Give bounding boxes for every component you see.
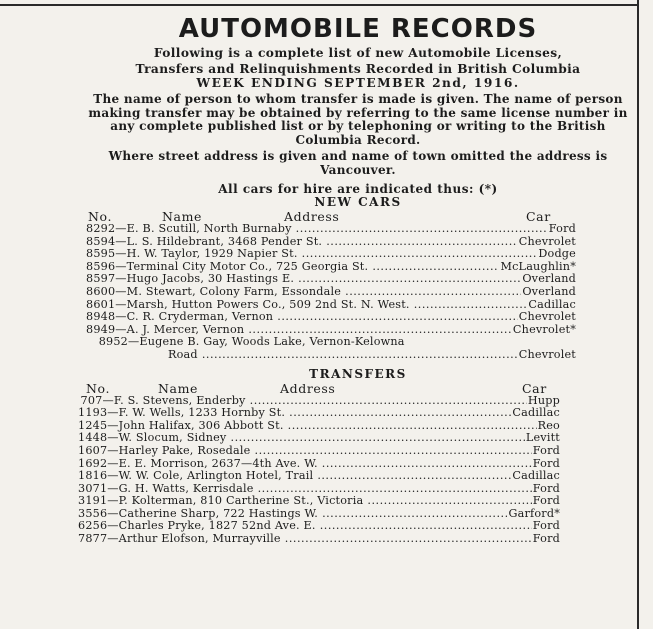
owner-and-address: —Hugo Jacobs, 30 Hastings E. ..... [115, 273, 521, 286]
owner-and-address: —Charles Pryke, 1827 52nd Ave. E. ..... [107, 520, 532, 533]
list-item [78, 407, 560, 420]
car-make: Cadillac [512, 406, 560, 420]
license-number: 1245 [78, 418, 108, 432]
license-number: 8292 [86, 222, 116, 235]
license-number: 8597 [86, 272, 116, 286]
license-number: 8600 [86, 284, 116, 298]
list-item [78, 508, 560, 521]
owner-and-address: —M. Stewart, Colony Farm, Essondale ..... [115, 286, 521, 299]
new-cars-column-headers [78, 209, 638, 223]
owner-and-address: —A. J. Mercer, Vernon ..... [115, 324, 512, 337]
transfers-list [78, 395, 560, 546]
owner-and-address: —W. Slocum, Sidney ..... [107, 432, 525, 445]
week-ending: WEEK ENDING SEPTEMBER 2nd, 1916. [196, 76, 520, 90]
owner-and-address: —P. Kolterman, 810 Cartherine St., Victoria ..... [107, 495, 532, 508]
owner-and-address: —C. R. Cryderman, Vernon ..... [115, 311, 517, 324]
new-cars-list [86, 223, 576, 362]
col-name: Name [162, 209, 203, 224]
car-make: Hupp [527, 393, 560, 407]
license-number: 3556 [78, 506, 108, 520]
list-item [86, 286, 576, 299]
page-title: AUTOMOBILE RECORDS [178, 14, 538, 44]
car-make: Ford [548, 222, 576, 235]
car-make: Ford [532, 494, 560, 508]
col-car: Car [526, 209, 551, 224]
owner-and-address: —John Halifax, 306 Abbott St. ..... [107, 420, 536, 433]
car-make: Chevrolet* [512, 322, 576, 336]
list-item [78, 458, 560, 471]
owner-and-address: —H. W. Taylor, 1929 Napier St. ..... [115, 248, 537, 261]
list-item [86, 223, 576, 236]
car-make: Ford [532, 481, 560, 495]
owner-and-address: —Terminal City Motor Co., 725 Georgia St. ..... [115, 261, 499, 274]
car-make: Chevrolet [518, 310, 576, 324]
hire-note: All cars for hire are indicated thus: (*) [218, 182, 498, 196]
car-make: Ford [532, 443, 560, 457]
license-number: 707 [80, 393, 103, 407]
list-item [78, 420, 560, 433]
address-note: Where street address is given and name of town omitted the address is Vancouver. [108, 149, 608, 177]
owner-and-address: —E. B. Scutill, North Burnaby ..... [115, 223, 548, 236]
license-number: 1448 [78, 431, 108, 445]
col-car: Car [522, 380, 547, 396]
license-number: 8595 [86, 247, 116, 261]
list-item [86, 299, 576, 312]
col-no: No. [88, 209, 113, 224]
car-make: Overland [522, 272, 576, 286]
owner-and-address: —L. S. Hildebrant, 3468 Pender St. ..... [115, 236, 517, 249]
car-make: Chevrolet [518, 347, 576, 361]
license-number: 7877 [78, 532, 108, 546]
car-make: Dodge [538, 247, 576, 261]
owner-and-address: Road ..... [168, 349, 518, 362]
car-make: Ford [532, 519, 560, 533]
list-item [78, 483, 560, 496]
col-name: Name [158, 380, 199, 396]
list-item [78, 395, 560, 408]
car-make: Overland [522, 284, 576, 298]
license-number: 1816 [78, 469, 108, 483]
car-make: Cadillac [512, 469, 560, 483]
col-address: Address [284, 209, 340, 224]
owner-and-address: —G. H. Watts, Kerrisdale ..... [107, 483, 532, 496]
list-item [86, 311, 576, 324]
car-make: Cadillac [528, 297, 576, 311]
license-number: 1692 [78, 456, 108, 470]
license-number: 8594 [86, 234, 116, 248]
license-number: 3071 [78, 481, 108, 495]
license-number: 8952 [98, 335, 128, 349]
col-no: No. [86, 380, 111, 396]
car-make: Levitt [525, 431, 560, 445]
list-item [78, 445, 560, 458]
list-item [86, 248, 576, 261]
list-item [86, 349, 576, 362]
list-item [86, 236, 576, 249]
license-number: 1607 [78, 443, 108, 457]
list-item [86, 261, 576, 274]
license-number: 3191 [78, 494, 108, 508]
list-item [78, 470, 560, 483]
license-number: 6256 [78, 519, 108, 533]
owner-and-address: —Harley Pake, Rosedale ..... [107, 445, 532, 458]
owner-and-address: —E. E. Morrison, 2637—4th Ave. W. ..... [107, 458, 532, 471]
license-number: 8601 [86, 297, 116, 311]
list-item [86, 336, 576, 349]
car-make: Reo [537, 418, 560, 432]
license-number: 8948 [86, 310, 116, 324]
intro-line-2: Transfers and Relinquishments Recorded in British Columbia [135, 62, 581, 76]
owner-and-address: —F. S. Stevens, Enderby ..... [103, 395, 527, 408]
new-cars-heading: NEW CARS [314, 195, 402, 209]
transfers-heading: TRANSFERS [309, 366, 407, 381]
owner-and-address: —Marsh, Hutton Powers Co., 509 2nd St. N. West. ..... [115, 299, 527, 312]
car-make: Garford* [508, 506, 560, 520]
car-make: Chevrolet [518, 234, 576, 248]
list-item [78, 533, 560, 546]
transfer-note: The name of person to whom transfer is made is given. The name of person making transfer may be obtained by referring to the same license number in any complete published list or by telephoning or writing to the British Columbia Record. [88, 92, 628, 147]
license-number: 1193 [78, 406, 108, 420]
owner-and-address: —W. W. Cole, Arlington Hotel, Trail ..... [107, 470, 511, 483]
col-address: Address [280, 380, 336, 396]
owner-and-address: —Arthur Elofson, Murrayville ..... [107, 533, 532, 546]
owner-and-address: —Eugene B. Gay, Woods Lake, Vernon-Kelowna [128, 336, 405, 349]
list-item [78, 495, 560, 508]
intro-line-1: Following is a complete list of new Automobile Licenses, [153, 46, 563, 60]
list-item [86, 324, 576, 337]
owner-and-address: —Catherine Sharp, 722 Hastings W. ..... [107, 508, 507, 521]
transfers-column-headers [78, 381, 638, 395]
license-number: 8596 [86, 259, 116, 273]
newspaper-clipping [78, 6, 638, 546]
list-item [86, 273, 576, 286]
license-number: 8949 [86, 322, 116, 336]
car-make: Ford [532, 456, 560, 470]
car-make: Ford [532, 532, 560, 546]
car-make: McLaughlin* [500, 259, 576, 273]
list-item [78, 520, 560, 533]
owner-and-address: —F. W. Wells, 1233 Hornby St. ..... [107, 407, 511, 420]
list-item [78, 432, 560, 445]
